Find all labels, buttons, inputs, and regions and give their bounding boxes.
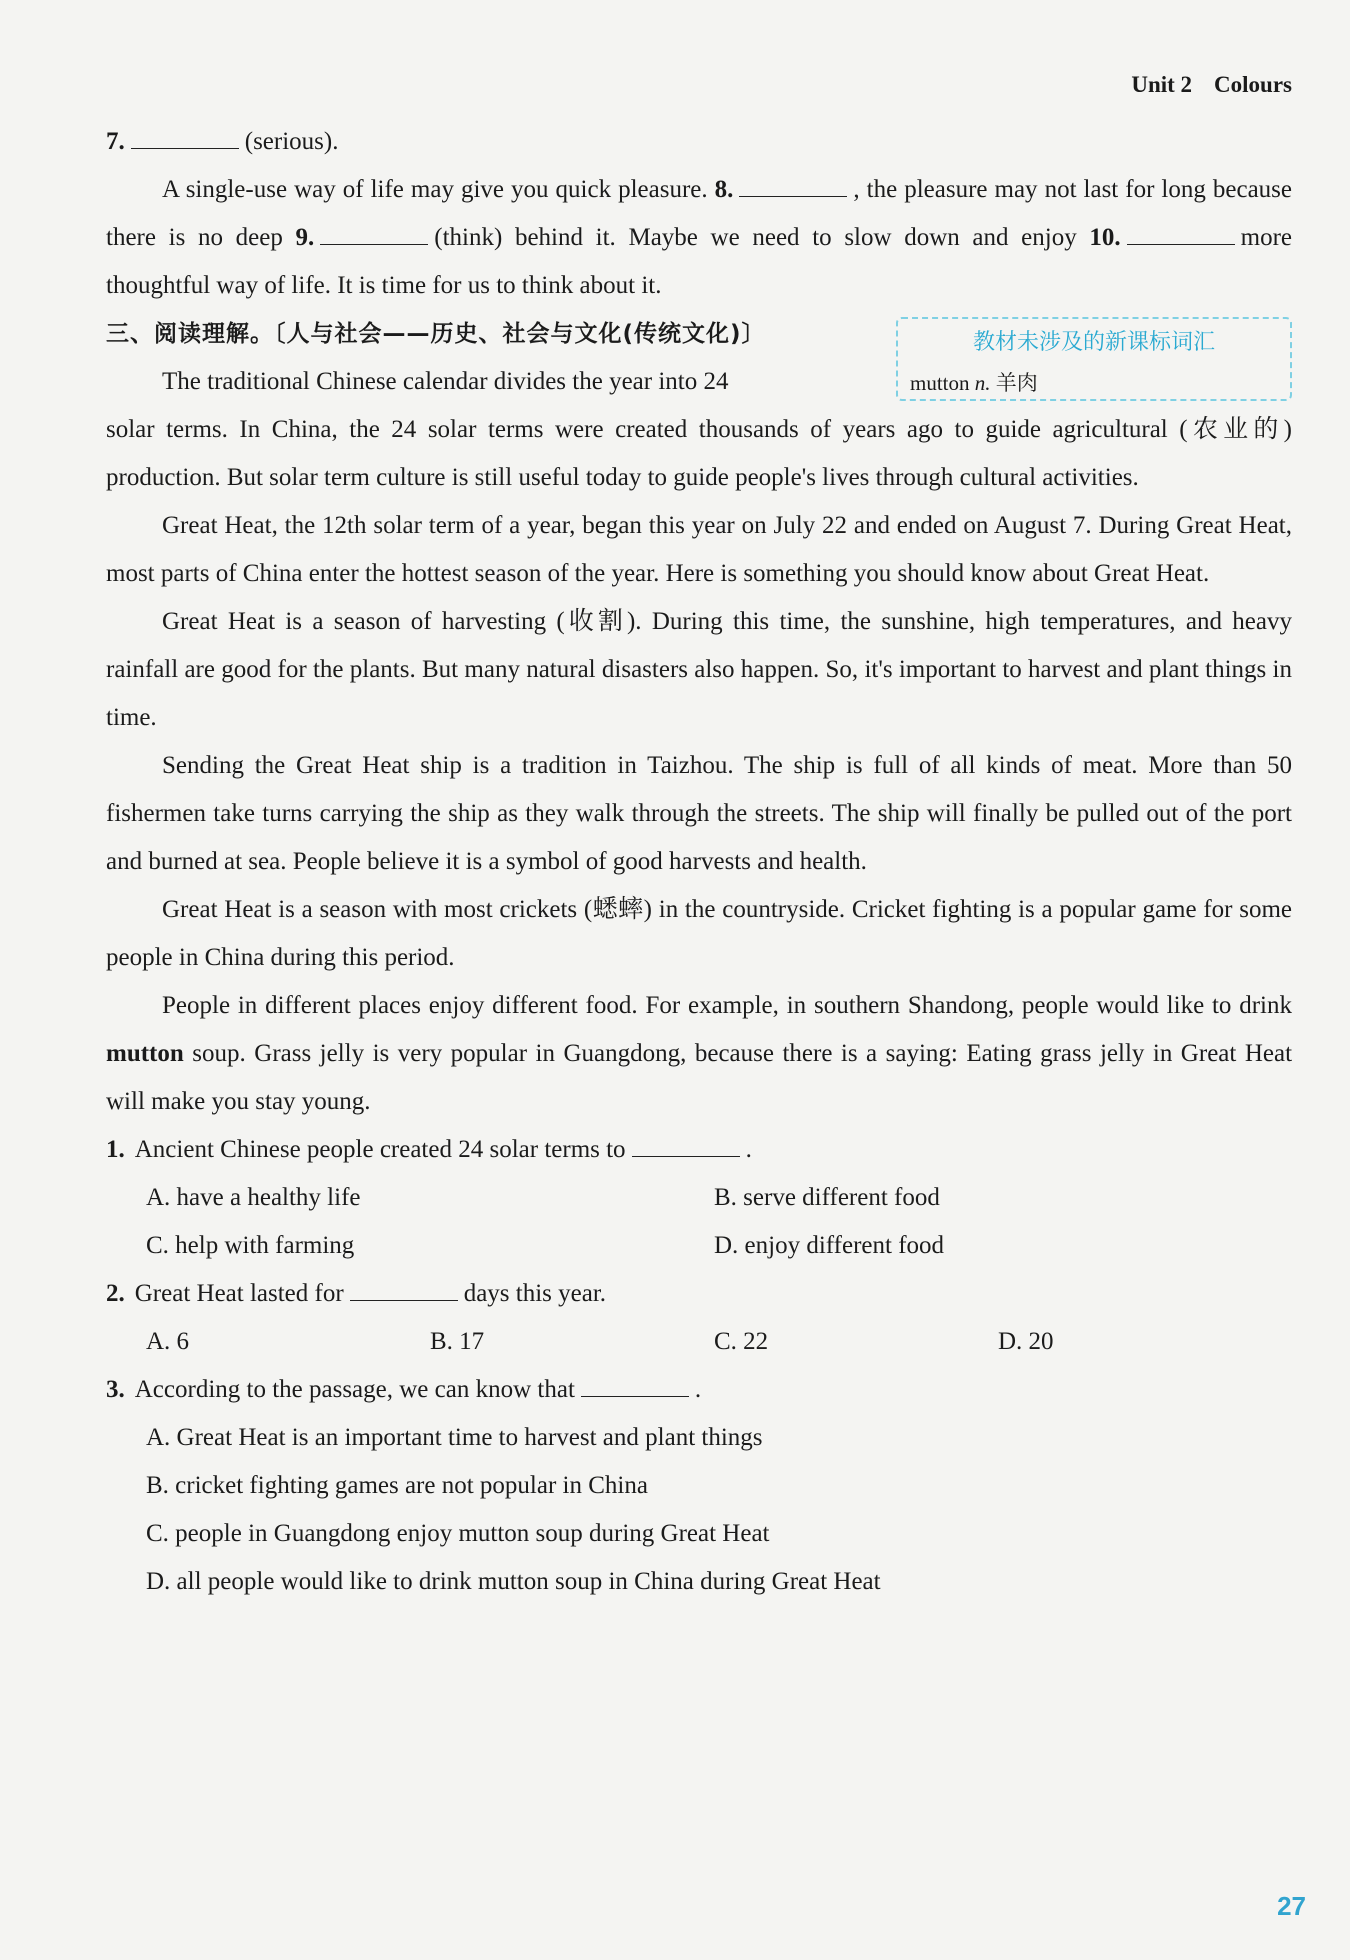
option-d[interactable]: D. enjoy different food: [714, 1232, 945, 1259]
fill-text-c: (think) behind it. Maybe we need to slow down and enjoy: [434, 224, 1077, 251]
question-stem: Great Heat lasted for: [134, 1280, 344, 1307]
question-number: 2.: [106, 1280, 125, 1307]
option-d[interactable]: D. 20: [998, 1328, 1054, 1355]
passage-paragraph-4: Sending the Great Heat ship is a tradition in Taizhou. The ship is full of all kinds of meat. More than 50 fishermen take turns carrying the ship as they walk through the streets. The ship will finally be pulled out of the port and burned at sea. People believe it is a symbol of good harvests and health.: [106, 752, 1292, 875]
option-a[interactable]: A. 6: [146, 1328, 190, 1355]
option-d[interactable]: D. all people would like to drink mutton soup in China during Great Heat: [146, 1568, 881, 1595]
options-row: [106, 1318, 1292, 1366]
option-c[interactable]: C. 22: [714, 1328, 769, 1355]
fill-text-a: A single-use way of life may give you quick pleasure.: [162, 176, 708, 203]
question-stem: According to the passage, we can know that: [134, 1376, 575, 1403]
p6-bold-word: mutton: [106, 1040, 184, 1067]
question-stem: Ancient Chinese people created 24 solar terms to: [134, 1136, 626, 1163]
option-c[interactable]: C. help with farming: [146, 1232, 355, 1259]
passage-paragraph-6: [106, 982, 1292, 1126]
blank-number-7: 7.: [106, 128, 125, 155]
passage-paragraph-1-rest: solar terms. In China, the 24 solar terms were created thousands of years ago to guide agricultural (农业的) production. But solar term culture is still useful today to guide people's lives through cultural activities.: [106, 416, 1292, 491]
section-title: 三、阅读理解。〔人与社会——历史、社会与文化(传统文化)〕: [106, 321, 766, 347]
answer-blank: [350, 1276, 458, 1301]
answer-blank-9: [320, 220, 428, 245]
option-a[interactable]: A. have a healthy life: [146, 1184, 361, 1211]
option-c[interactable]: C. people in Guangdong enjoy mutton soup during Great Heat: [146, 1520, 770, 1547]
blank-number-10: 10.: [1089, 224, 1121, 251]
fill-text-b: , the pleasure may not last for long because there is no deep: [106, 176, 1292, 251]
answer-blank-8: [739, 172, 847, 197]
passage-paragraph-5: Great Heat is a season with most crickets (蟋蟀) in the countryside. Cricket fighting is a popular game for some people in China during this period.: [106, 896, 1292, 971]
running-header: [1131, 72, 1292, 98]
p6-text-a: People in different places enjoy different food. For example, in southern Shandong, people would like to drink: [162, 992, 1292, 1019]
passage-paragraph-1-start: The traditional Chinese calendar divides the year into 24: [162, 368, 729, 395]
vocab-meaning: 羊肉: [995, 371, 1038, 395]
vocab-word: mutton: [910, 371, 970, 395]
option-b[interactable]: B. serve different food: [714, 1184, 940, 1211]
unit-title: Colours: [1214, 72, 1292, 97]
fill-line-7: [106, 118, 1292, 166]
question-number: 3.: [106, 1376, 125, 1403]
question-3: [106, 1366, 1292, 1414]
page-content: [106, 118, 1292, 1606]
answer-blank-10: [1127, 220, 1235, 245]
question-1: [106, 1126, 1292, 1174]
p6-text-b: soup. Grass jelly is very popular in Guangdong, because there is a saying: Eating grass jelly in Great Heat will make you stay young.: [106, 1040, 1293, 1115]
passage-paragraph-2: Great Heat, the 12th solar term of a year, began this year on July 22 and ended on August 7. During Great Heat, most parts of China enter the hottest season of the year. Here is something you should know about Great Heat.: [106, 512, 1292, 587]
answer-blank: [632, 1132, 740, 1157]
options-row: [106, 1222, 1292, 1270]
options-row: [106, 1174, 1292, 1222]
hint-7: (serious).: [244, 128, 339, 155]
page-number: 27: [1277, 1891, 1306, 1921]
option-a[interactable]: A. Great Heat is an important time to harvest and plant things: [146, 1424, 763, 1451]
question-stem-end: .: [694, 1376, 702, 1403]
answer-blank: [581, 1372, 689, 1397]
vocab-pos: n.: [974, 371, 991, 395]
fill-text-d: more thoughtful way of life. It is time for us to think about it.: [106, 224, 1293, 299]
blank-number-8: 8.: [714, 176, 734, 203]
unit-label: Unit 2: [1131, 72, 1193, 97]
option-b[interactable]: B. cricket fighting games are not popular in China: [146, 1472, 648, 1499]
question-stem-end: days this year.: [463, 1280, 607, 1307]
blank-number-9: 9.: [295, 224, 315, 251]
fill-paragraph: [106, 166, 1292, 310]
question-stem-end: .: [745, 1136, 752, 1163]
passage-paragraph-3: Great Heat is a season of harvesting (收割). During this time, the sunshine, high temperatures, and heavy rainfall are good for the plants. But many natural disasters also happen. So, it's important to harvest and plant things in time.: [106, 608, 1292, 731]
vocabulary-box-title: 教材未涉及的新课标词汇: [972, 330, 1215, 355]
answer-blank-7: [131, 124, 239, 149]
question-number: 1.: [106, 1136, 125, 1163]
question-2: [106, 1270, 1292, 1318]
option-b[interactable]: B. 17: [430, 1328, 485, 1355]
